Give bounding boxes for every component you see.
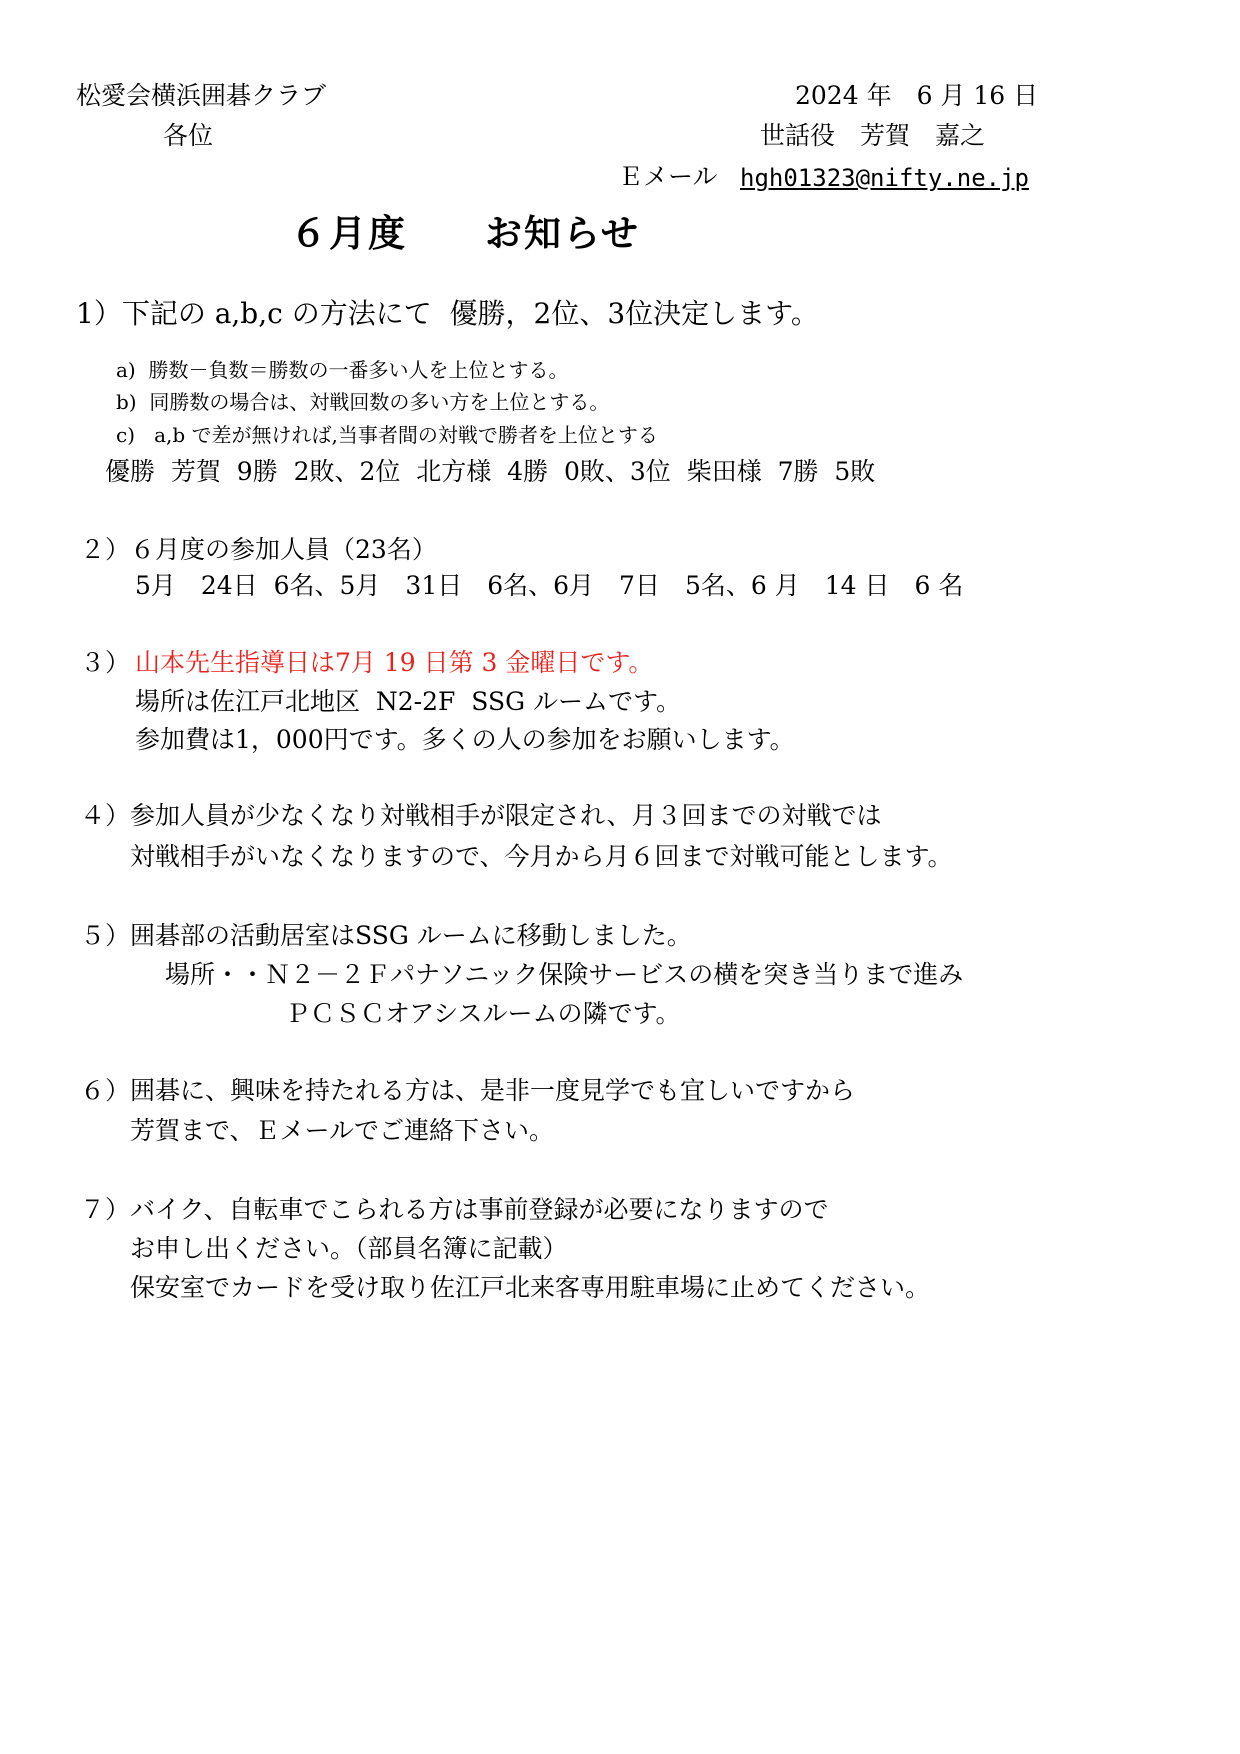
item3-fee: 参加費は1，000円です。多くの人の参加をお願いします。 bbox=[135, 725, 795, 754]
organization-name: 松愛会横浜囲碁クラブ bbox=[76, 81, 327, 110]
item4-line1: ４）参加人員が少なくなり対戦相手が限定され、月３回までの対戦では bbox=[80, 801, 882, 830]
item2-detail: 5月 24日 6名、5月 31日 6名、6月 7日 5名、6 月 14 日 6 名 bbox=[135, 571, 964, 600]
sender-name: 世話役 芳賀 嘉之 bbox=[760, 121, 986, 150]
item3-location: 場所は佐江戸北地区 N2-2F SSG ルームです。 bbox=[135, 687, 681, 716]
item1-result: 優勝 芳賀 9勝 2敗、2位 北方様 4勝 0敗、3位 柴田様 7勝 5敗 bbox=[105, 457, 876, 486]
email-label: Ｅメール bbox=[618, 162, 718, 191]
item5-line2: 場所・・Ｎ２－２Ｆパナソニック保険サービスの横を突き当りまで進み bbox=[165, 960, 964, 989]
item3-lesson-date: 山本先生指導日は7月 19 日第 3 金曜日です。 bbox=[135, 648, 654, 677]
item1-rule-a: a) 勝数－負数＝勝数の一番多い人を上位とする。 bbox=[116, 358, 569, 382]
item5-line3: ＰＣＳＣオアシスルームの隣です。 bbox=[285, 999, 681, 1028]
item7-line2: お申し出ください。（部員名簿に記載） bbox=[80, 1234, 568, 1263]
item7-line1: ７）バイク、自転車でこられる方は事前登録が必要になりますので bbox=[80, 1195, 829, 1224]
item1-rule-c: c) a,b で差が無ければ,当事者間の対戦で勝者を上位とする bbox=[116, 423, 658, 447]
item2-heading: ２）６月度の参加人員（23名） bbox=[80, 535, 437, 564]
item4-line2: 対戦相手がいなくなりますので、今月から月６回まで対戦可能とします。 bbox=[80, 842, 953, 871]
document-title: ６月度 お知らせ bbox=[290, 211, 640, 255]
item1-heading: 1）下記の a,b,c の方法にて 優勝，2位、3位決定します。 bbox=[76, 297, 819, 330]
email-link[interactable]: hgh01323@nifty.ne.jp bbox=[740, 164, 1029, 192]
item6-line2: 芳賀まで、Ｅメールでご連絡下さい。 bbox=[80, 1116, 555, 1145]
item5-line1: ５）囲碁部の活動居室はSSG ルームに移動しました。 bbox=[80, 921, 692, 950]
recipient: 各位 bbox=[163, 121, 214, 150]
item7-line3: 保安室でカードを受け取り佐江戸北来客専用駐車場に止めてください。 bbox=[80, 1273, 931, 1302]
item6-line1: ６）囲碁に、興味を持たれる方は、是非一度見学でも宜しいですから bbox=[80, 1076, 856, 1105]
document-date: 2024 年 6 月 16 日 bbox=[795, 81, 1039, 110]
item3-number: ３） bbox=[80, 648, 131, 677]
item1-rule-b: b) 同勝数の場合は、対戦回数の多い方を上位とする。 bbox=[116, 390, 610, 414]
